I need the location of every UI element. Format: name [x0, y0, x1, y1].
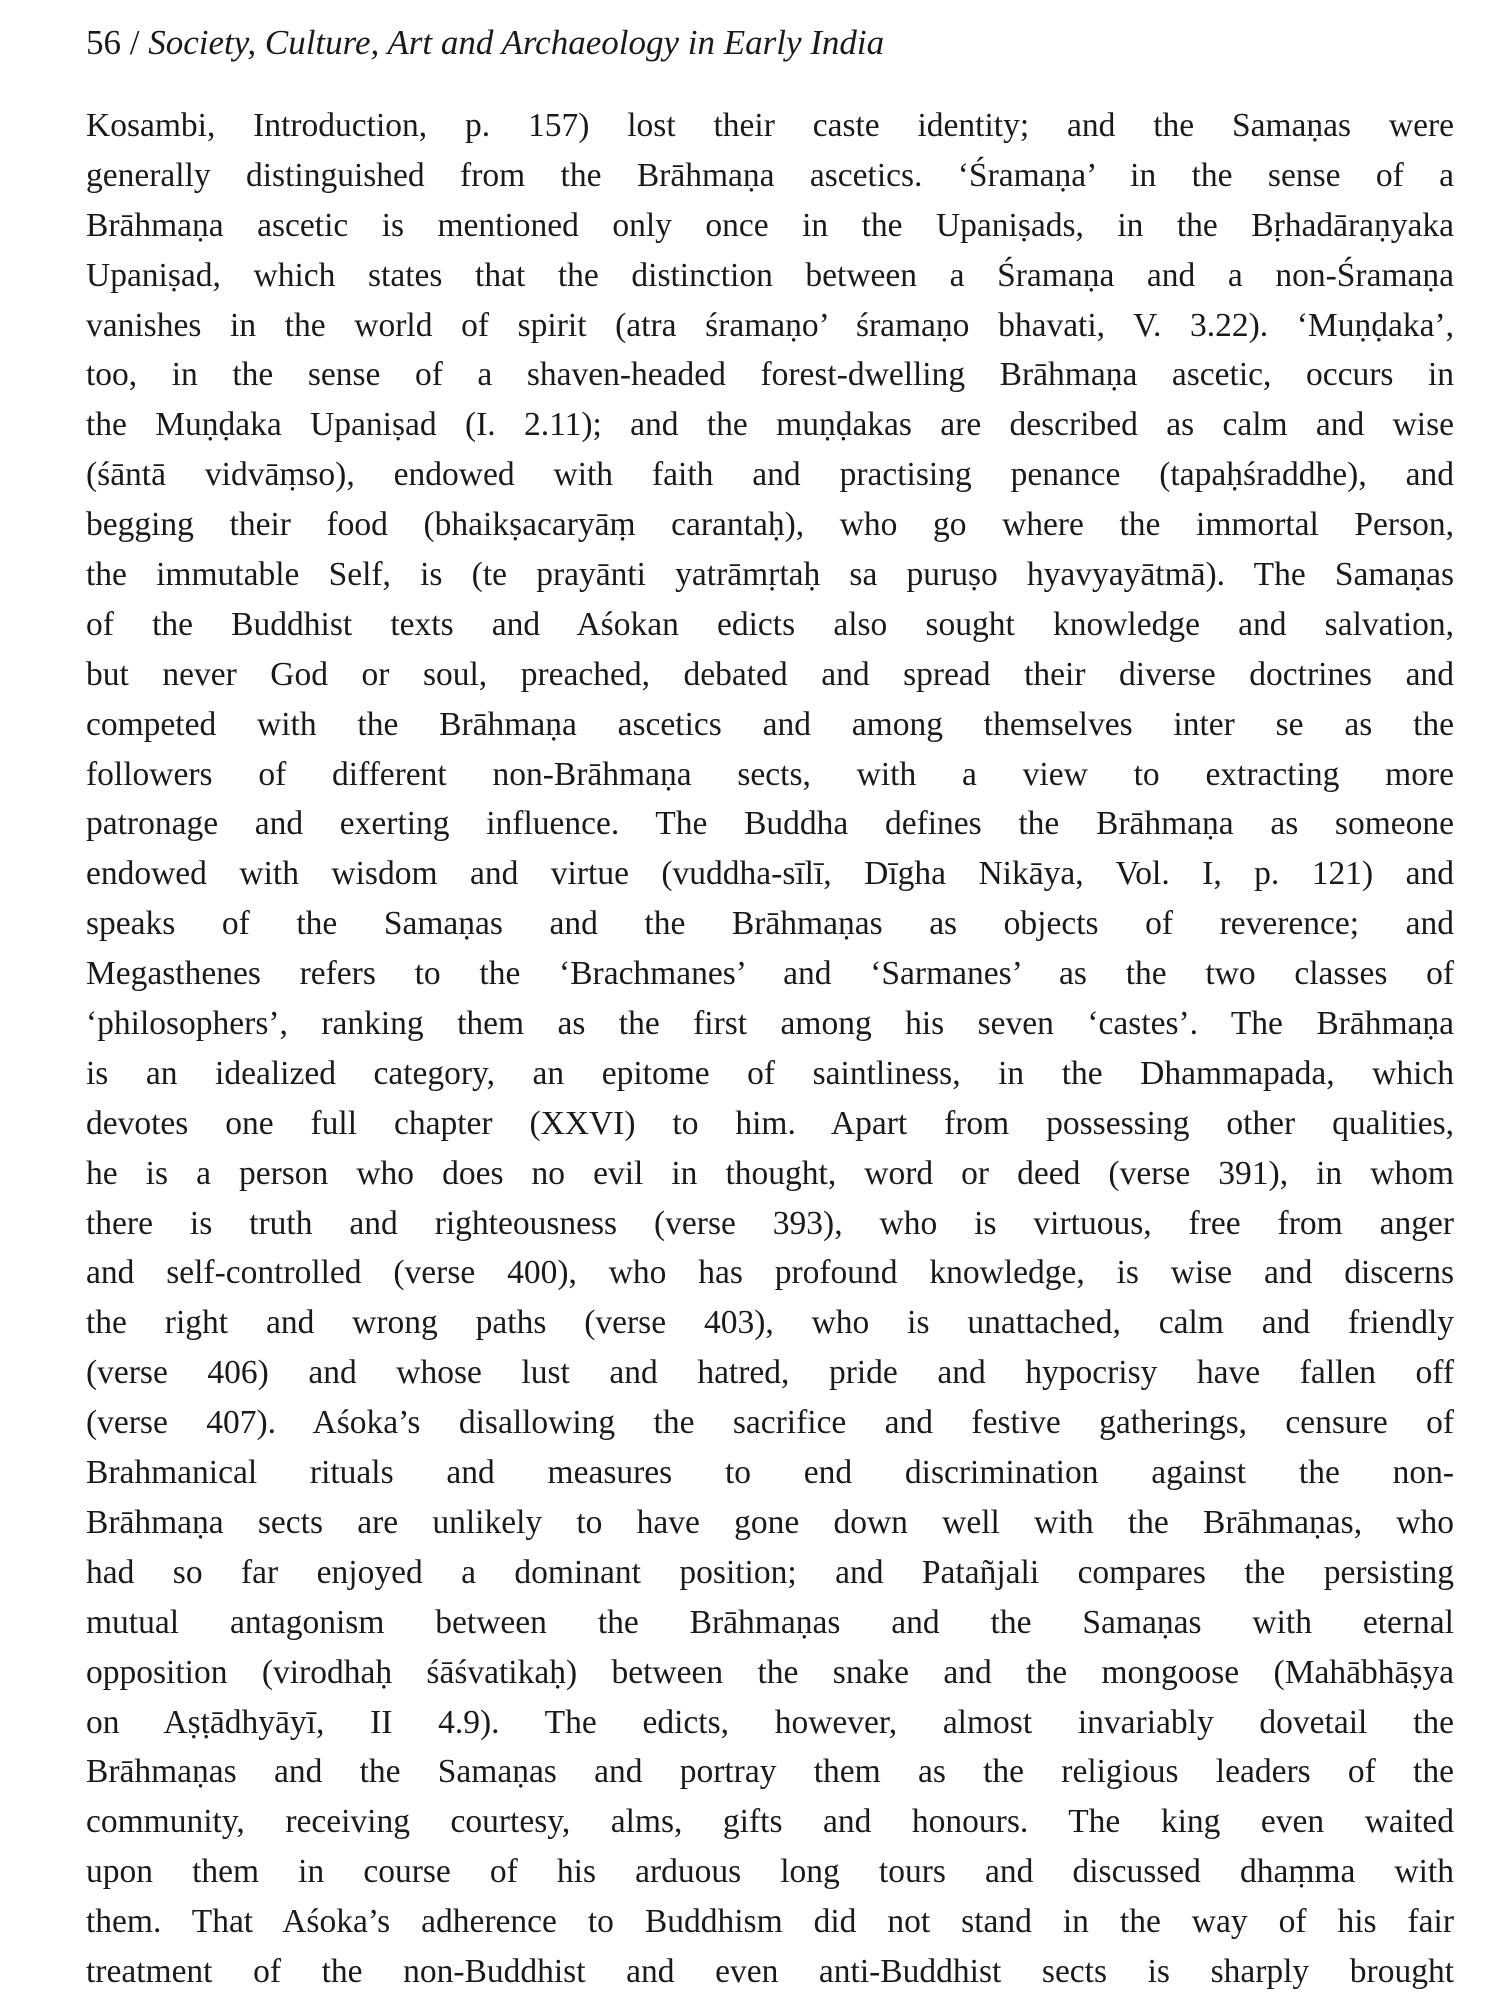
text-line: (verse 406) and whose lust and hatred, pride and hypocrisy have fallen off: [86, 1354, 1454, 1392]
book-title: Society, Culture, Art and Archaeology in Early India: [148, 23, 885, 62]
text-line: had so far enjoyed a dominant position; and Patañjali compares the persisting: [86, 1553, 1454, 1591]
page-number: 56: [86, 23, 121, 62]
text-line: (śāntā vidvāṃso), endowed with faith and practising penance (tapaḥśraddhe), and: [86, 456, 1454, 494]
text-line: devotes one full chapter (XXVI) to him. Apart from possessing other qualities,: [86, 1104, 1454, 1142]
text-line: Brāhmaṇa sects are unlikely to have gone down well with the Brāhmaṇas, who: [86, 1503, 1454, 1541]
text-line: generally distinguished from the Brāhmaṇa ascetics. ‘Śramaṇa’ in the sense of a: [86, 156, 1454, 194]
text-line: competed with the Brāhmaṇa ascetics and among themselves inter se as the: [86, 705, 1454, 743]
text-line: Kosambi, Introduction, p. 157) lost their caste identity; and the Samaṇas were: [86, 107, 1454, 144]
text-line: vanishes in the world of spirit (atra śramaṇo’ śramaṇo bhavati, V. 3.22). ‘Muṇḍaka’,: [86, 306, 1454, 344]
text-line: but never God or soul, preached, debated and spread their diverse doctrines and: [86, 655, 1454, 693]
text-line: there is truth and righteousness (verse 393), who is virtuous, free from anger: [86, 1204, 1454, 1242]
text-line: Megasthenes refers to the ‘Brachmanes’ and ‘Sarmanes’ as the two classes of: [86, 955, 1454, 993]
text-line: community, receiving courtesy, alms, gifts and honours. The king even waited: [86, 1803, 1454, 1841]
text-line: upon them in course of his arduous long tours and discussed dhaṃma with: [86, 1853, 1454, 1891]
text-line: is an idealized category, an epitome of saintliness, in the Dhammapada, which: [86, 1054, 1454, 1092]
text-line: endowed with wisdom and virtue (vuddha-sīlī, Dīgha Nikāya, Vol. I, p. 121) and: [86, 855, 1454, 893]
text-line: followers of different non-Brāhmaṇa sects, with a view to extracting more: [86, 755, 1454, 793]
text-line: begging their food (bhaikṣacaryāṃ carantaḥ), who go where the immortal Person,: [86, 506, 1454, 544]
text-line: Brahmanical rituals and measures to end discrimination against the non-: [86, 1454, 1454, 1492]
text-line: Brāhmaṇas and the Samaṇas and portray them as the religious leaders of the: [86, 1753, 1454, 1791]
text-line: (verse 407). Aśoka’s disallowing the sacrifice and festive gatherings, censure of: [86, 1404, 1454, 1442]
text-line: Upaniṣad, which states that the distinction between a Śramaṇa and a non-Śramaṇa: [86, 256, 1454, 294]
text-line: and self-controlled (verse 400), who has profound knowledge, is wise and discerns: [86, 1254, 1454, 1292]
running-head: [86, 18, 1454, 68]
text-line: speaks of the Samaṇas and the Brāhmaṇas as objects of reverence; and: [86, 905, 1454, 943]
text-line: he is a person who does no evil in thought, word or deed (verse 391), in whom: [86, 1154, 1454, 1192]
text-line: the immutable Self, is (te prayānti yatrāmṛtaḥ sa puruṣo hyavyayātmā). The Samaṇas: [86, 556, 1454, 594]
text-line: on Aṣṭādhyāyī, II 4.9). The edicts, however, almost invariably dovetail the: [86, 1703, 1454, 1741]
text-line: patronage and exerting influence. The Buddha defines the Brāhmaṇa as someone: [86, 805, 1454, 843]
text-line: mutual antagonism between the Brāhmaṇas and the Samaṇas with eternal: [86, 1603, 1454, 1641]
header-separator: /: [121, 23, 149, 62]
text-line: Brāhmaṇa ascetic is mentioned only once in the Upaniṣads, in the Bṛhadāraṇyaka: [86, 206, 1454, 244]
text-line: the Muṇḍaka Upaniṣad (I. 2.11); and the muṇḍakas are described as calm and wise: [86, 406, 1454, 444]
text-line: them. That Aśoka’s adherence to Buddhism did not stand in the way of his fair: [86, 1903, 1454, 1941]
text-line: ‘philosophers’, ranking them as the first among his seven ‘castes’. The Brāhmaṇa: [86, 1005, 1454, 1043]
text-line: of the Buddhist texts and Aśokan edicts also sought knowledge and salvation,: [86, 605, 1454, 643]
text-line: opposition (virodhaḥ śāśvatikaḥ) between the snake and the mongoose (Mahābhāṣya: [86, 1653, 1454, 1691]
text-line: treatment of the non-Buddhist and even anti-Buddhist sects is sharply brought: [86, 1952, 1454, 1990]
text-line: too, in the sense of a shaven-headed forest-dwelling Brāhmaṇa ascetic, occurs in: [86, 356, 1454, 394]
body-paragraph: [86, 101, 1454, 1997]
text-line: the right and wrong paths (verse 403), who is unattached, calm and friendly: [86, 1304, 1454, 1342]
